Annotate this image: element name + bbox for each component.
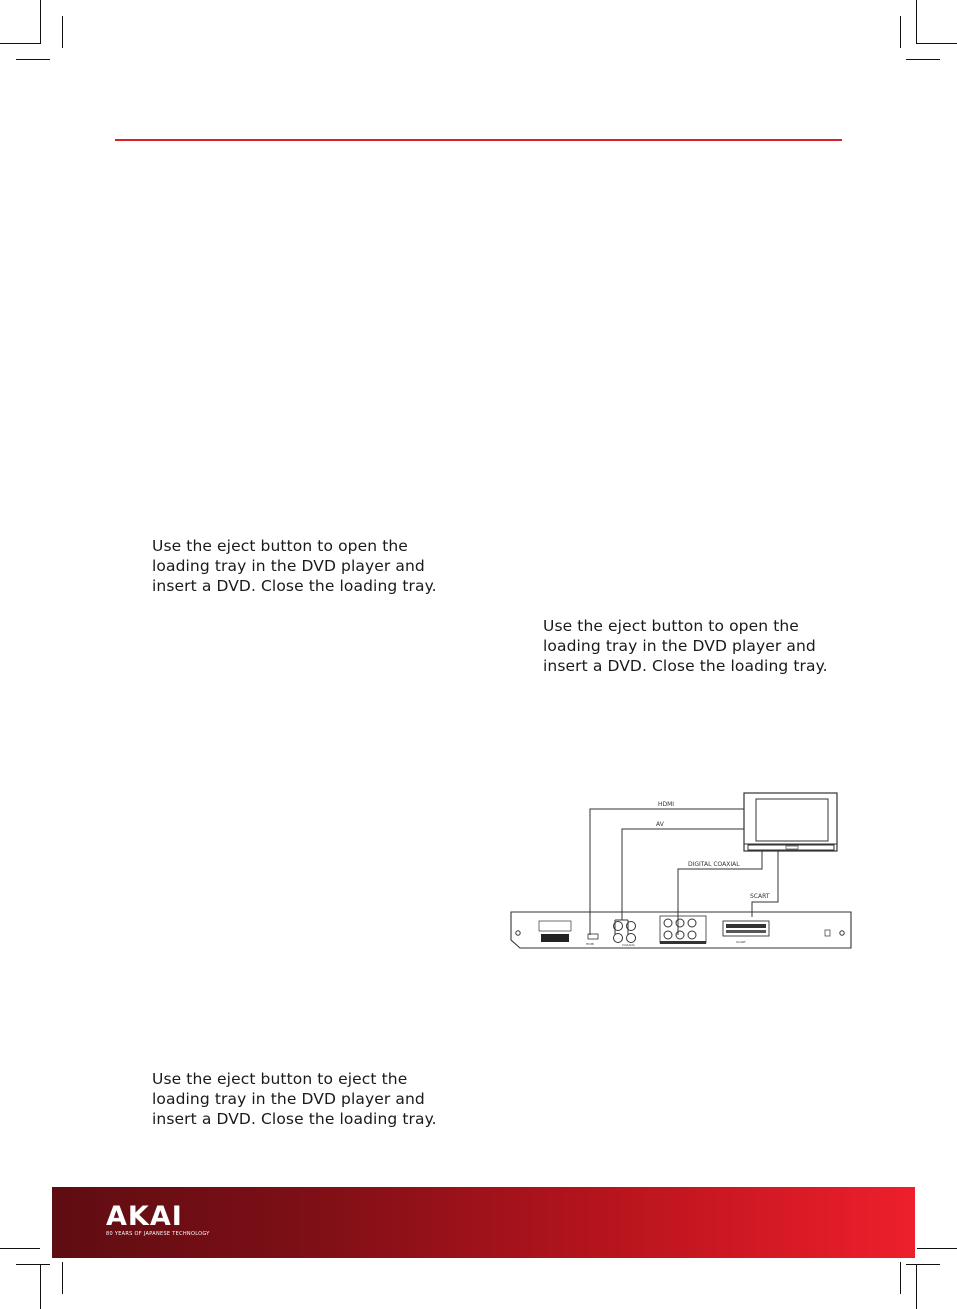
footer-band [52,1187,915,1258]
panel-scart-label: SCART [736,940,746,944]
header-rule [115,139,842,141]
paragraph-line: Use the eject button to open the [543,617,799,635]
paragraph-line: insert a DVD. Close the loading tray. [152,577,437,595]
hdmi-label: HDMI [658,801,675,808]
av-label: AV [656,821,664,828]
akai-logo: AKAI [106,1201,183,1232]
tv-icon [744,793,837,851]
scart-cable [752,851,778,917]
panel-hdmi-label: HDMI [586,942,595,946]
scart-label: SCART [750,893,770,900]
digital-coaxial-label: DIGITAL COAXIAL [688,861,740,868]
connection-diagram [508,785,854,955]
paragraph-line: Use the eject button to eject the [152,1070,408,1088]
dvd-rear-panel [511,912,851,948]
instruction-paragraph-top-left [152,536,437,596]
paragraph-line: insert a DVD. Close the loading tray. [152,1110,437,1128]
paragraph-line: loading tray in the DVD player and [152,557,425,575]
paragraph-line: loading tray in the DVD player and [543,637,816,655]
logo-tagline: 80 YEARS OF JAPANESE TECHNOLOGY [106,1231,210,1237]
paragraph-line: Use the eject button to open the [152,537,408,555]
instruction-paragraph-mid-right [543,616,828,676]
paragraph-line: loading tray in the DVD player and [152,1090,425,1108]
panel-coaxial-label: COAXIAL [622,943,636,947]
instruction-paragraph-bottom-left [152,1069,437,1129]
paragraph-line: insert a DVD. Close the loading tray. [543,657,828,675]
